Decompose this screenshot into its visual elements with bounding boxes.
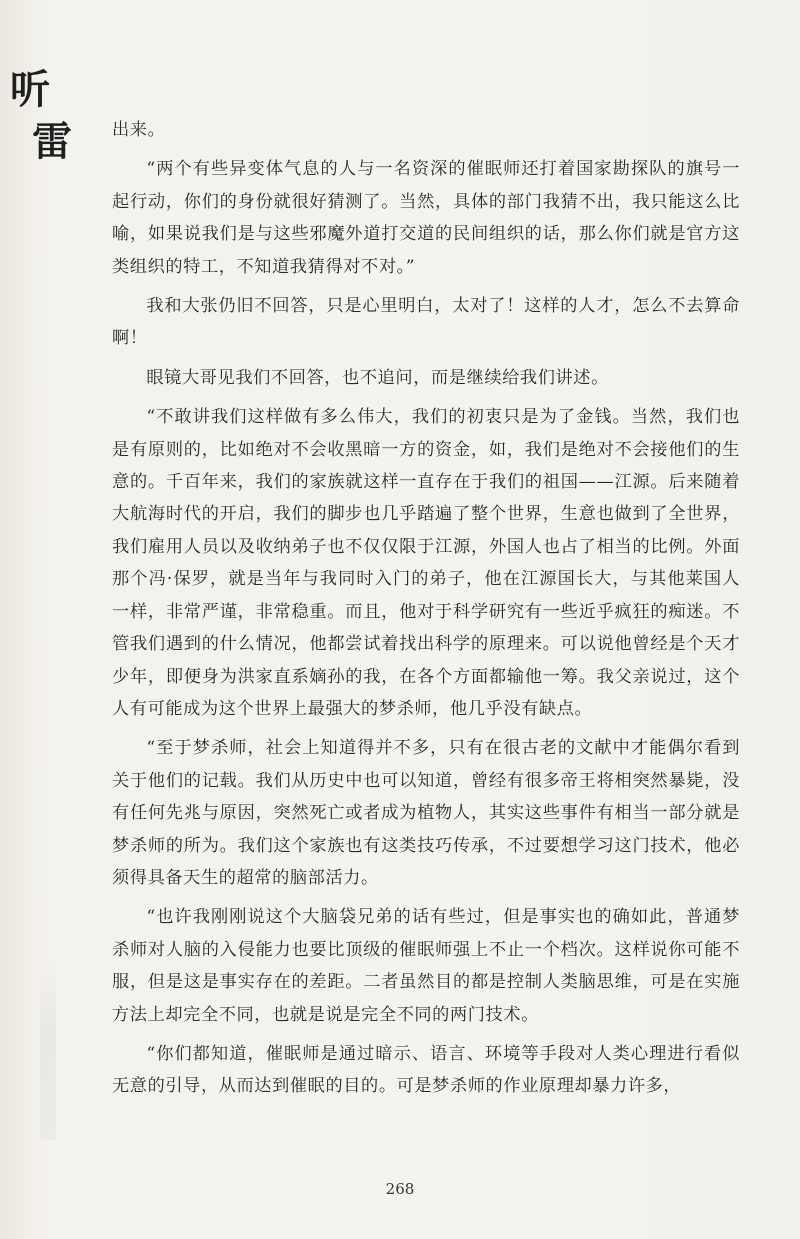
paragraph: 出来。	[112, 120, 166, 140]
running-title-char-2: 雷	[32, 118, 72, 165]
running-title-char-1: 听	[10, 66, 50, 113]
page-body-text	[112, 114, 740, 1110]
paragraph: 眼镜大哥见我们不回答，也不追问，而是继续给我们讲述。	[146, 367, 609, 388]
paragraph: 我和大张仍旧不回答，只是心里明白，太对了！这样的人才，怎么不去算命啊！	[112, 296, 740, 349]
paragraph: “也许我刚刚说这个大脑袋兄弟的话有些过，但是事实也的确如此，普通梦杀师对人脑的入侵能力也要比顶级的催眠师强上不止一个档次。这样说你可能不服，但是这是事实存在的差距。二者虽然目的都是控制人类脑思维，可是在实施方法上却完全不同，也就是说是完全不同的两门技术。	[112, 907, 740, 1025]
paragraph: “不敢讲我们这样做有多么伟大，我们的初衷只是为了金钱。当然，我们也是有原则的，比如绝对不会收黑暗一方的资金，如，我们是绝对不会接他们的生意的。千百年来，我们的家族就这样一直存在于我们的祖国——江源。后来随着大航海时代的开启，我们的脚步也几乎踏遍了整个世界，生意也做到了全世界，我们雇用人员以及收纳弟子也不仅仅限于江源，外国人也占了相当的比例。外面那个冯·保罗，就是当年与我同时入门的弟子，他在江源国长大，与其他莱国人一样，非常严谨，非常稳重。而且，他对于科学研究有一些近乎疯狂的痴迷。不管我们遇到的什么情况，他都尝试着找出科学的原理来。可以说他曾经是个天才少年，即便身为洪家直系嫡孙的我，在各个方面都输他一筹。我父亲说过，这个人有可能成为这个世界上最强大的梦杀师，他几乎没有缺点。	[112, 407, 740, 719]
paragraph: “你们都知道，催眠师是通过暗示、语言、环境等手段对人类心理进行看似无意的引导，从而达到催眠的目的。可是梦杀师的作业原理却暴力许多，	[112, 1043, 740, 1097]
margin-bleed-shadow	[40, 960, 56, 1140]
paragraph: “至于梦杀师，社会上知道得并不多，只有在很古老的文献中才能偶尔看到关于他们的记载。我们从历史中也可以知道，曾经有很多帝王将相突然暴毙，没有任何先兆与原因，突然死亡或者成为植物人，其实这些事件有相当一部分就是梦杀师的所为。我们这个家族也有这类技巧传承，不过要想学习这门技术，他必须得具备天生的超常的脑部活力。	[112, 738, 740, 888]
paragraph: “两个有些异变体气息的人与一名资深的催眠师还打着国家勘探队的旗号一起行动，你们的身份就很好猜测了。当然，具体的部门我猜不出，我只能这么比喻，如果说我们是与这些邪魔外道打交道的民间组织的话，那么你们就是官方这类组织的特工，不知道我猜得对不对。”	[112, 159, 740, 277]
running-title	[10, 64, 74, 168]
page-number: 268	[385, 1180, 415, 1198]
